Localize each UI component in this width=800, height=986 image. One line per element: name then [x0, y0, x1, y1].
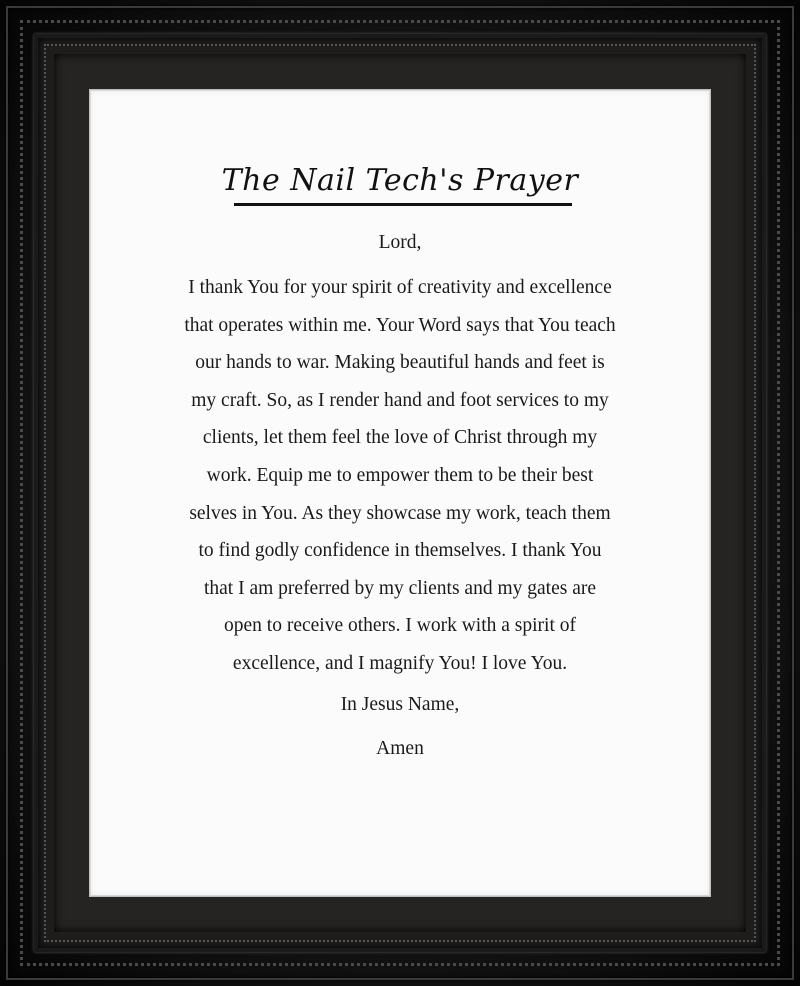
prayer-line: clients, let them feel the love of Christ through my — [202, 427, 598, 449]
prayer-amen: Amen — [376, 737, 424, 759]
prayer-line: I thank You for your spirit of creativity and excellence — [188, 277, 612, 298]
prayer-line: that I am preferred by my clients and my gates are — [203, 577, 596, 599]
prayer-title: The Nail Tech's Prayer — [221, 163, 579, 198]
title-underline — [234, 203, 572, 206]
prayer-line: selves in You. As they showcase my work, teach them — [189, 502, 611, 524]
prayer-line: that operates within me. Your Word says that You teach — [184, 314, 616, 336]
prayer-line: to find godly confidence in themselves. I thank You — [198, 540, 602, 562]
prayer-paper — [90, 90, 710, 896]
prayer-closing: In Jesus Name, — [340, 693, 460, 715]
prayer-line: my craft. So, as I render hand and foot services to my — [191, 389, 609, 411]
prayer-line: work. Equip me to empower them to be their best — [206, 464, 594, 486]
prayer-line: our hands to war. Making beautiful hands and feet is — [195, 352, 605, 374]
prayer-line: open to receive others. I work with a spirit of — [224, 615, 576, 637]
prayer-line: excellence, and I magnify You! I love You. — [232, 652, 568, 674]
prayer-greeting: Lord, — [378, 232, 422, 253]
prayer-body — [131, 229, 669, 763]
prayer-text — [131, 269, 669, 683]
